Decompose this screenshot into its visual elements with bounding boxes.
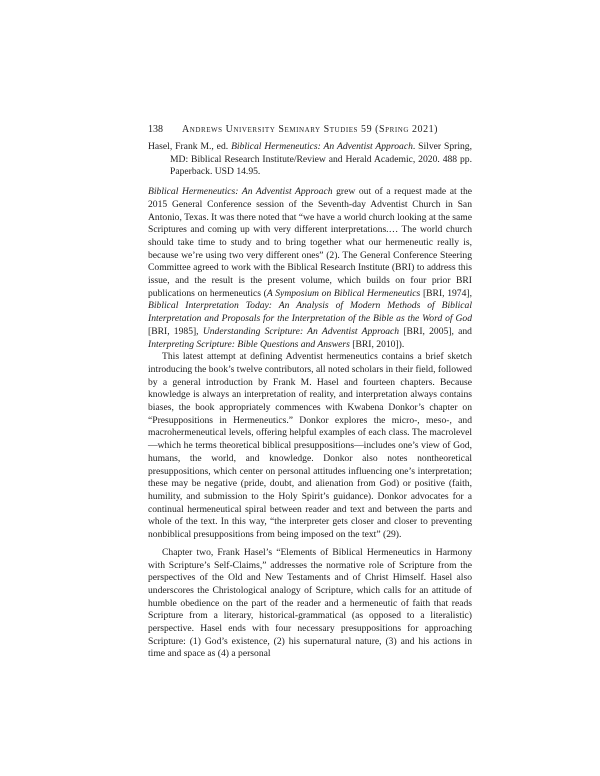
page-number: 138 — [148, 124, 163, 135]
paragraph-3: Chapter two, Frank Hasel’s “Elements of Biblical Hermeneutics in Harmony with Scripture’s Self-Claims,” addresses the normative role of Scripture from the perspectives of the Old and New Testaments and of Christ Himself. Hasel also underscores the Christological analogy of Scripture, which calls for an attitude of humble obedience on the part of the reader and a hermeneutic of faith that reads Scripture from a literary, historical-grammatical (as opposed to a literalistic) perspective. Hasel ends with four necessary presuppositions for approaching Scripture: (1) God’s existence, (2) his supernatural nature, (3) and his actions in time and space as (4) a personal — [148, 546, 472, 660]
running-header — [148, 124, 470, 136]
p1-text-d: [BRI, 2005], and — [399, 325, 472, 337]
p1-text-a: grew out of a request made at the 2015 General Conference session of the Seventh-day Adventist Church in San Antonio, Texas. It was there noted that “we have a world church looking at the same Scriptures and coming up with very different interpretations.… The world church should take time to study and to bring together what our hermeneutic really is, because we’re using two very different ones” (2). The General Conference Steering Committee agreed to work with the Biblical Research Institute (BRI) to address this issue, and the result is the present volume, which builds on four prior BRI publications on hermeneutics ( — [148, 186, 473, 299]
citation-author: Hasel, Frank M., ed. — [148, 141, 232, 152]
citation-publication: . Silver Spring, MD: Biblical Research Institute/Review and Herald Academic, 2020. 488 pp. Paperback. USD 14.95. — [170, 141, 472, 178]
p1-book-title: Biblical Hermeneutics: An Adventist Approach — [148, 186, 333, 198]
p1-text-c: [BRI, 1985], — [148, 325, 203, 337]
p1-text-b: [BRI, 1974], — [420, 287, 472, 299]
paragraph-2: This latest attempt at defining Adventist hermeneutics contains a brief sketch introducing the book’s twelve contributors, all noted scholars in their field, followed by a general introduction by Frank M. Hasel and fourteen chapters. Because knowledge is always an interpretation of reality, and interpretation always contains biases, the book appropriately commences with Kwabena Donkor’s chapter on “Presuppositions in Hermeneutics.” Donkor explores the micro-, meso-, and macrohermeneutical levels, offering helpful examples of each class. The macrolevel—which he terms theoretical biblical presuppositions—includes one’s view of God, humans, the world, and knowledge. Donkor also notes nontheoretical presuppositions, which center on personal attitudes influencing one’s interpretation; these may be negative (pride, doubt, and alienation from God) or positive (faith, humility, and submission to the Holy Spirit’s guidance). Donkor advocates for a continual hermeneutical spiral between reader and text and between the parts and whole of the text. In this way, “the interpreter gets closer and closer to preventing nonbiblical presuppositions from being imposed on the text” (29). — [148, 351, 472, 541]
p1-title-symposium: A Symposium on Biblical Hermeneutics — [266, 287, 421, 299]
citation-title: Biblical Hermeneutics: An Adventist Approach — [231, 141, 413, 152]
running-title: Andrews University Seminary Studies 59 (Spring 2021) — [182, 124, 439, 135]
p1-title-understanding-scripture: Understanding Scripture: An Adventist Approach — [202, 325, 400, 337]
p1-title-interpretation-today: Biblical Interpretation Today: An Analysis of Modern Methods of Biblical Interpretation and Proposals for the Interpretation of the Bible as the Word of God — [148, 300, 472, 325]
text-column — [148, 141, 472, 661]
p1-text-e: [BRI, 2010]). — [349, 338, 405, 350]
paragraph-1 — [148, 186, 472, 351]
book-citation — [148, 141, 472, 179]
p1-title-interpreting-scripture: Interpreting Scripture: Bible Questions and Answers — [148, 338, 350, 350]
